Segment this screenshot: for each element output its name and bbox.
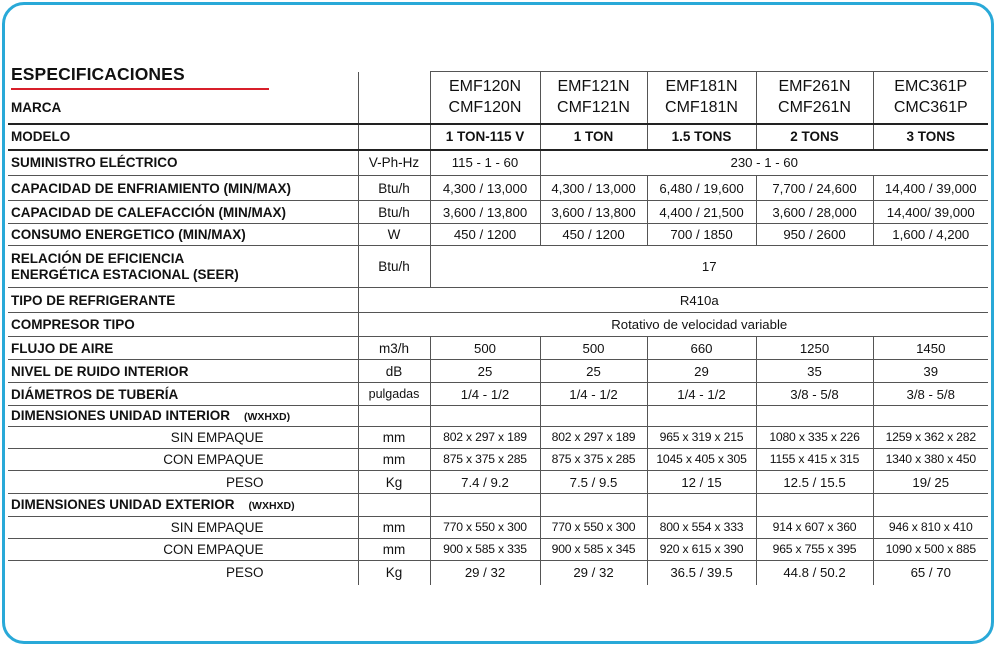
- capacity-5: 3 TONS: [873, 124, 988, 150]
- interior-con-value: 875 x 375 x 285: [540, 449, 647, 471]
- calefaccion-label: CAPACIDAD DE CALEFACCIÓN (MIN/MAX): [8, 201, 358, 224]
- model-4: EMF261N CMF261N: [756, 72, 873, 124]
- flujo-value: 500: [540, 337, 647, 360]
- ruido-unit: dB: [358, 360, 430, 383]
- exterior-sin-unit: mm: [358, 517, 430, 539]
- interior-sin-unit: mm: [358, 427, 430, 449]
- interior-sin-label: SIN EMPAQUE: [8, 427, 358, 449]
- enfriamiento-label: CAPACIDAD DE ENFRIAMIENTO (MIN/MAX): [8, 176, 358, 201]
- exterior-peso-value: 29 / 32: [540, 561, 647, 585]
- exterior-sin-label: SIN EMPAQUE: [8, 517, 358, 539]
- exterior-con-label: CON EMPAQUE: [8, 539, 358, 561]
- interior-sin-value: 1259 x 362 x 282: [873, 427, 988, 449]
- interior-con-unit: mm: [358, 449, 430, 471]
- header-model-row: [8, 72, 988, 124]
- exterior-con-value: 965 x 755 x 395: [756, 539, 873, 561]
- consumo-value: 700 / 1850: [647, 224, 756, 246]
- interior-peso-value: 12.5 / 15.5: [756, 471, 873, 494]
- exterior-con-value: 900 x 585 x 345: [540, 539, 647, 561]
- exterior-peso-label: PESO: [8, 561, 358, 585]
- tuberia-unit: pulgadas: [358, 383, 430, 406]
- seer-label: RELACIÓN DE EFICIENCIA ENERGÉTICA ESTACIONAL (SEER): [8, 246, 358, 288]
- exterior-sin-value: 800 x 554 x 333: [647, 517, 756, 539]
- flujo-value: 1250: [756, 337, 873, 360]
- exterior-sin-value: 914 x 607 x 360: [756, 517, 873, 539]
- consumo-unit: W: [358, 224, 430, 246]
- suministro-value-2: 230 - 1 - 60: [540, 150, 988, 176]
- enfriamiento-value: 6,480 / 19,600: [647, 176, 756, 201]
- flujo-unit: m3/h: [358, 337, 430, 360]
- interior-con-value: 1045 x 405 x 305: [647, 449, 756, 471]
- page-title: ESPECIFICACIONES: [11, 64, 185, 84]
- enfriamiento-value: 7,700 / 24,600: [756, 176, 873, 201]
- refrigerante-label: TIPO DE REFRIGERANTE: [8, 288, 358, 313]
- interior-sin-value: 1080 x 335 x 226: [756, 427, 873, 449]
- modelo-label: MODELO: [8, 124, 358, 150]
- enfriamiento-value: 4,300 / 13,000: [430, 176, 540, 201]
- refrigerante-value: R410a: [358, 288, 988, 313]
- interior-peso-value: 19/ 25: [873, 471, 988, 494]
- ruido-value: 35: [756, 360, 873, 383]
- model-1: EMF120N CMF120N: [430, 72, 540, 124]
- suministro-row: [8, 150, 988, 176]
- flujo-row: [8, 337, 988, 360]
- compresor-value: Rotativo de velocidad variable: [358, 313, 988, 337]
- exterior-heading-row: [8, 494, 988, 517]
- calefaccion-value: 3,600 / 13,800: [430, 201, 540, 224]
- exterior-sin-value: 770 x 550 x 300: [430, 517, 540, 539]
- suministro-unit: V-Ph-Hz: [358, 150, 430, 176]
- suministro-value-1: 115 - 1 - 60: [430, 150, 540, 176]
- marca-label: MARCA: [8, 72, 358, 124]
- exterior-peso-value: 29 / 32: [430, 561, 540, 585]
- interior-sin-row: [8, 427, 988, 449]
- exterior-label: DIMENSIONES UNIDAD EXTERIOR (WXHXD): [8, 494, 358, 517]
- exterior-con-value: 1090 x 500 x 885: [873, 539, 988, 561]
- interior-sin-value: 802 x 297 x 189: [430, 427, 540, 449]
- ruido-value: 25: [540, 360, 647, 383]
- consumo-value: 1,600 / 4,200: [873, 224, 988, 246]
- capacity-3: 1.5 TONS: [647, 124, 756, 150]
- interior-con-value: 1155 x 415 x 315: [756, 449, 873, 471]
- interior-sin-value: 965 x 319 x 215: [647, 427, 756, 449]
- capacity-4: 2 TONS: [756, 124, 873, 150]
- flujo-label: FLUJO DE AIRE: [8, 337, 358, 360]
- calefaccion-value: 4,400 / 21,500: [647, 201, 756, 224]
- model-3: EMF181N CMF181N: [647, 72, 756, 124]
- interior-con-value: 875 x 375 x 285: [430, 449, 540, 471]
- consumo-value: 950 / 2600: [756, 224, 873, 246]
- interior-con-row: [8, 449, 988, 471]
- consumo-label: CONSUMO ENERGETICO (MIN/MAX): [8, 224, 358, 246]
- tuberia-row: [8, 383, 988, 406]
- calefaccion-unit: Btu/h: [358, 201, 430, 224]
- consumo-row: [8, 224, 988, 246]
- compresor-row: [8, 313, 988, 337]
- exterior-con-unit: mm: [358, 539, 430, 561]
- exterior-peso-value: 65 / 70: [910, 565, 951, 581]
- exterior-con-value: 900 x 585 x 335: [430, 539, 540, 561]
- exterior-sin-value: 946 x 810 x 410: [873, 517, 988, 539]
- flujo-value: 1450: [873, 337, 988, 360]
- interior-peso-value: 7.4 / 9.2: [430, 471, 540, 494]
- refrigerante-row: [8, 288, 988, 313]
- capacity-1: 1 TON-115 V: [430, 124, 540, 150]
- flujo-value: 500: [430, 337, 540, 360]
- modelo-row: [8, 124, 988, 150]
- exterior-sin-value: 770 x 550 x 300: [540, 517, 647, 539]
- model-5: EMC361P CMC361P: [873, 72, 988, 124]
- exterior-peso-value: 44.8 / 50.2: [756, 561, 873, 585]
- interior-con-label: CON EMPAQUE: [8, 449, 358, 471]
- interior-peso-row: [8, 471, 988, 494]
- ruido-label: NIVEL DE RUIDO INTERIOR: [8, 360, 358, 383]
- ruido-value: 25: [430, 360, 540, 383]
- tuberia-value: 1/4 - 1/2: [647, 383, 756, 406]
- exterior-con-value: 920 x 615 x 390: [647, 539, 756, 561]
- suministro-label: SUMINISTRO ELÉCTRICO: [8, 150, 358, 176]
- enfriamiento-value: 4,300 / 13,000: [540, 176, 647, 201]
- enfriamiento-value: 14,400 / 39,000: [873, 176, 988, 201]
- exterior-con-row: [8, 539, 988, 561]
- ruido-value: 29: [647, 360, 756, 383]
- capacity-2: 1 TON: [540, 124, 647, 150]
- ruido-row: [8, 360, 988, 383]
- interior-peso-unit: Kg: [358, 471, 430, 494]
- tuberia-value: 3/8 - 5/8: [873, 383, 988, 406]
- ruido-value: 39: [873, 360, 988, 383]
- interior-peso-value: 7.5 / 9.5: [540, 471, 647, 494]
- interior-label: DIMENSIONES UNIDAD INTERIOR (WXHXD): [8, 406, 358, 427]
- seer-unit: Btu/h: [358, 246, 430, 288]
- flujo-value: 660: [647, 337, 756, 360]
- interior-peso-value: 12 / 15: [647, 471, 756, 494]
- compresor-label: COMPRESOR TIPO: [8, 313, 358, 337]
- interior-sin-value: 802 x 297 x 189: [540, 427, 647, 449]
- exterior-peso-unit: Kg: [358, 561, 430, 585]
- tuberia-label: DIÁMETROS DE TUBERÍA: [8, 383, 358, 406]
- interior-con-value: 1340 x 380 x 450: [873, 449, 988, 471]
- enfriamiento-unit: Btu/h: [358, 176, 430, 201]
- calefaccion-row: [8, 201, 988, 224]
- exterior-peso-value: 36.5 / 39.5: [647, 561, 756, 585]
- consumo-value: 450 / 1200: [430, 224, 540, 246]
- calefaccion-value: 14,400/ 39,000: [873, 201, 988, 224]
- consumo-value: 450 / 1200: [540, 224, 647, 246]
- calefaccion-value: 3,600 / 28,000: [756, 201, 873, 224]
- tuberia-value: 1/4 - 1/2: [540, 383, 647, 406]
- tuberia-value: 1/4 - 1/2: [430, 383, 540, 406]
- spec-table: [8, 71, 988, 585]
- seer-row: [8, 246, 988, 288]
- tuberia-value: 3/8 - 5/8: [756, 383, 873, 406]
- exterior-peso-row: [8, 561, 988, 585]
- model-2: EMF121N CMF121N: [540, 72, 647, 124]
- interior-peso-label: PESO: [8, 471, 358, 494]
- calefaccion-value: 3,600 / 13,800: [540, 201, 647, 224]
- exterior-sin-row: [8, 517, 988, 539]
- interior-heading-row: [8, 406, 988, 427]
- seer-value: 17: [430, 246, 988, 288]
- enfriamiento-row: [8, 176, 988, 201]
